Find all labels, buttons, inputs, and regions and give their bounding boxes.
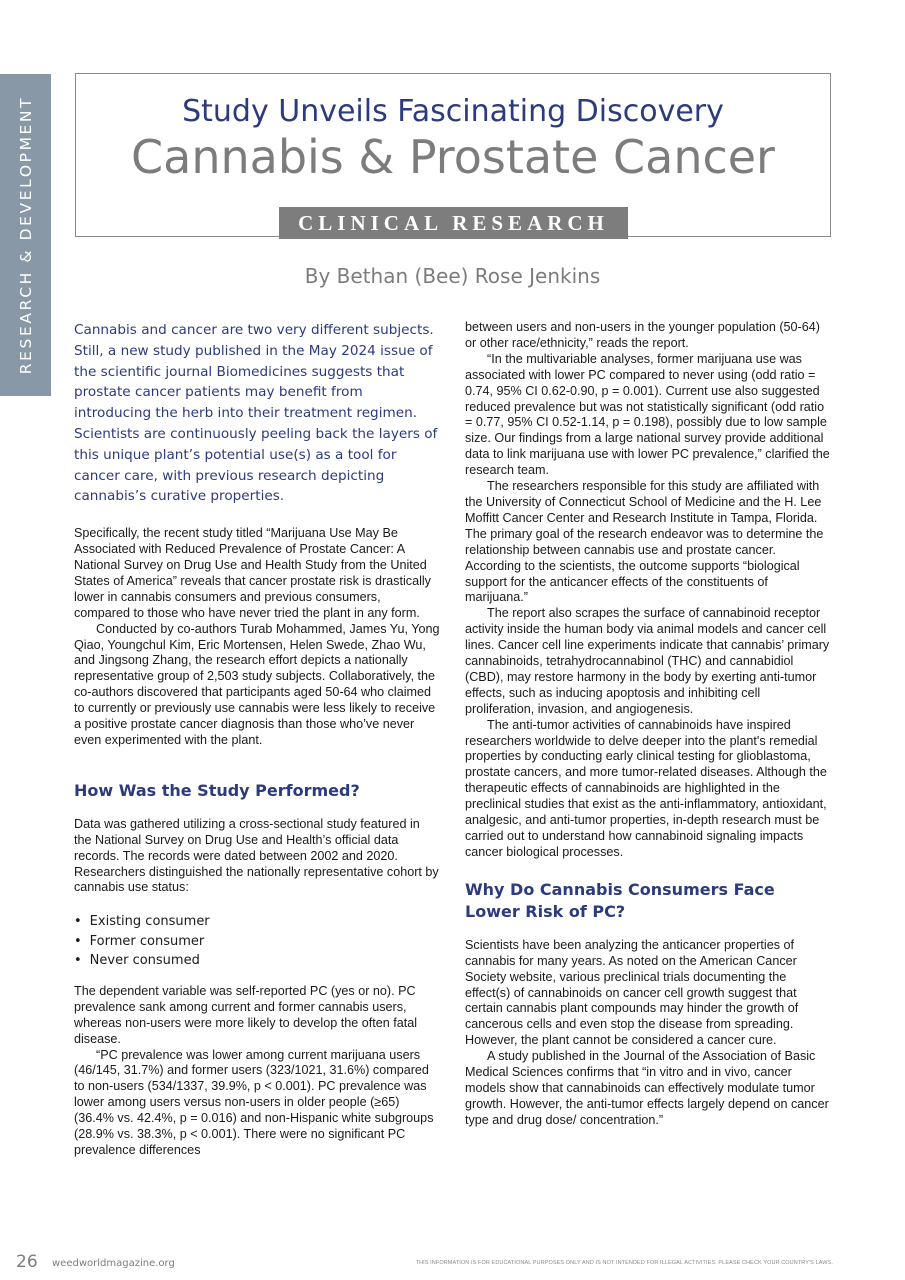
body-paragraph: Data was gathered utilizing a cross-sectional study featured in the National Survey on Drug Use and Health’s official data records. The records were dated between 2002 and 2020. Researchers distinguished the nationally representative cohort by cannabis use status: xyxy=(74,816,439,895)
body-paragraph: “PC prevalence was lower among current marijuana users (46/145, 31.7%) and former users (323/1021, 31.6%) compared to non-users (534/1337, 39.9%, p < 0.001). PC prevalence was lower among users versus non-users in older people (≥65) (36.4% vs. 42.4%, p = 0.016) and non-Hispanic white subgroups (28.9% vs. 38.3%, p < 0.001). There were no significant PC prevalence differences xyxy=(74,1047,434,1157)
article-kicker: Study Unveils Fascinating Discovery xyxy=(182,94,724,129)
body-paragraph: between users and non-users in the younger population (50-64) or other race/ethnicity,” reads the report. xyxy=(465,320,820,350)
body-paragraph: The dependent variable was self-reported PC (yes or no). PC prevalence sank among current and former cannabis users, whereas non-users were more likely to develop the often fatal disease. xyxy=(74,983,418,1046)
footer-site: weedworldmagazine.org xyxy=(52,1258,175,1269)
body-paragraph: Scientists have been analyzing the anticancer properties of cannabis for many years. As noted on the American Cancer Society website, various preclinical trials documenting the effect(s) of cannabinoids on cancer cell growth suggest that certain cannabis plant compounds may hinder the growth of cancerous cells and even stop the disease from spreading. However, the plant cannot be considered a cancer cure. xyxy=(465,937,799,1048)
left-column xyxy=(74,320,440,1159)
page-number: 26 xyxy=(16,1252,38,1272)
subheading-lower-risk: Why Do Cannabis Consumers Face Lower Risk of PC? xyxy=(465,879,775,921)
section-side-tab xyxy=(0,74,51,396)
footer-disclaimer: THIS INFORMATION IS FOR EDUCATIONAL PURPOSES ONLY AND IS NOT INTENDED FOR ILLEGAL ACTIVITIES. PLEASE CHECK YOUR COUNTRY'S LAWS. xyxy=(415,1260,833,1266)
body-paragraph: A study published in the Journal of the Association of Basic Medical Sciences confirms that “in vitro and in vivo, cancer models show that cannabinoids can effectively modulate tumor growth. However, the anti-tumor effects largely depend on cancer type and drug dose/ concentration.” xyxy=(465,1049,829,1127)
list-item: • Never consumed xyxy=(74,951,440,971)
byline: By Bethan (Bee) Rose Jenkins xyxy=(304,264,601,288)
cohort-list xyxy=(74,912,440,971)
article-title: Cannabis & Prostate Cancer xyxy=(131,130,775,184)
body-paragraph: The researchers responsible for this study are affiliated with the University of Connecticut School of Medicine and the H. Lee Moffitt Cancer Center and Research Institute in Tampa, Florida. The primary goal of the research endeavor was to determine the relationship between cannabis use and prostate cancer. According to the scientists, the outcome supports “biological support for the anticancer effects of the constituents of marijuana.” xyxy=(465,479,824,605)
right-column xyxy=(465,320,831,1129)
body-paragraph: Specifically, the recent study titled “Marijuana Use May Be Associated with Reduced Prevalence of Prostate Cancer: A National Survey on Drug Use and Health Study from the United States of America” reveals that cancer prostate risk is drastically lower in cannabis consumers and previous consumers, compared to those who have never tried the plant in any form. xyxy=(74,526,431,620)
section-label: CLINICAL RESEARCH xyxy=(279,207,628,239)
subheading-study-performed: How Was the Study Performed? xyxy=(74,780,360,800)
body-paragraph: The report also scrapes the surface of cannabinoid receptor activity inside the human body via animal models and cancer cell lines. Cancer cell line experiments indicate that cannabis’ primary cannabinoids, tetrahydrocannabinol (THC) and cannabidiol (CBD), may restore harmony in the body by exerting anti-tumor effects, such as inducing apoptosis and inhibiting cell proliferation, invasion, and angiogenesis. xyxy=(465,606,830,716)
list-item: • Existing consumer xyxy=(74,912,440,932)
side-tab-label: RESEARCH & DEVELOPMENT xyxy=(16,95,35,375)
body-paragraph: Conducted by co-authors Turab Mohammed, James Yu, Yong Qiao, Youngchul Kim, Eric Mortensen, Helen Swede, Zhao Wu, and Jingsong Zhang, the research effort depicts a nationally representative group of 2,503 study subjects. Collaboratively, the co-authors discovered that participants aged 50-64 who claimed to currently or previously use cannabis were less likely to receive a positive prostate cancer diagnosis than those who’ve never even experimented with the plant. xyxy=(74,621,440,747)
body-paragraph: The anti-tumor activities of cannabinoids have inspired researchers worldwide to delve deeper into the plant's remedial properties by conducting early clinical testing for glioblastoma, prostate cancers, and more tumor-related diseases. Although the therapeutic effects of cannabinoids are highlighted in the preclinical studies that exist as the anti-inflammatory, antioxidant, analgesic, and anti-tumor properties, in-depth research must be carried out to understand how cannabinoid signaling impacts cancer biological processes. xyxy=(465,717,827,859)
body-paragraph: “In the multivariable analyses, former marijuana use was associated with lower PC compared to never using (odd ratio = 0.74, 95% CI 0.62-0.90, p = 0.001). Current use also suggested reduced prevalence but was not statistically significant (odd ratio = 0.77, 95% CI 0.52-1.14, p = 0.198), possibly due to low sample size. Our findings from a large national survey provide additional data to link marijuana use with lower PC prevalence,” clarified the research team. xyxy=(465,351,830,478)
lead-paragraph: Cannabis and cancer are two very different subjects. Still, a new study published in the May 2024 issue of the scientific journal Biomedicines suggests that prostate cancer patients may benefit from introducing the herb into their treatment regimen. Scientists are continuously peeling back the layers of this unique plant’s potential use(s) as a tool for cancer care, with previous research depicting cannabis’s curative properties. xyxy=(74,322,438,505)
list-item: • Former consumer xyxy=(74,932,440,952)
